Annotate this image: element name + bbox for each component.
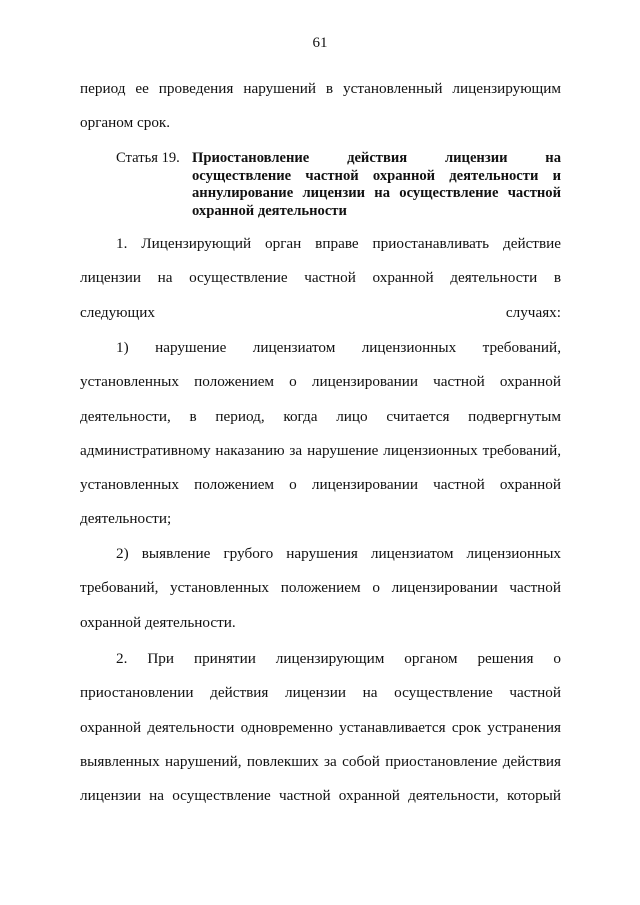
continuation-paragraph: период ее проведения нарушений в установленный лицензирующим органом срок.	[80, 80, 561, 132]
paragraph-1-item-2: 2) выявление грубого нарушения лицензиатом лицензионных требований, установленных положением о лицензировании частной охранной деятельности.	[80, 545, 561, 631]
paragraph-1: 1. Лицензирующий орган вправе приостанавливать действие лицензии на осуществление частной охранной деятельности в следующих случаях:	[80, 235, 561, 321]
article-label: Статья 19.	[116, 150, 180, 166]
paragraph-1-item-1: 1) нарушение лицензиатом лицензионных требований, установленных положением о лицензировании частной охранной деятельности, в период, когда лицо считается подвергнутым административному наказанию за нарушение лицензионных требований, установленных положением о лицензировании частной охранной деятельности;	[80, 339, 561, 528]
article-heading	[116, 150, 561, 220]
paragraph-2: 2. При принятии лицензирующим органом решения о приостановлении действия лицензии на осуществление частной охранной деятельности одновременно устанавливается срок устранения выявленных нарушений, повлекших за собой приостановление действия лицензии на осуществление частной охранной деятельности, который	[80, 650, 561, 805]
article-title: Приостановление действия лицензии на осуществление частной охранной деятельности и аннулирование лицензии на осуществление частной охранной деятельности	[192, 150, 561, 219]
page-number: 61	[312, 35, 328, 51]
